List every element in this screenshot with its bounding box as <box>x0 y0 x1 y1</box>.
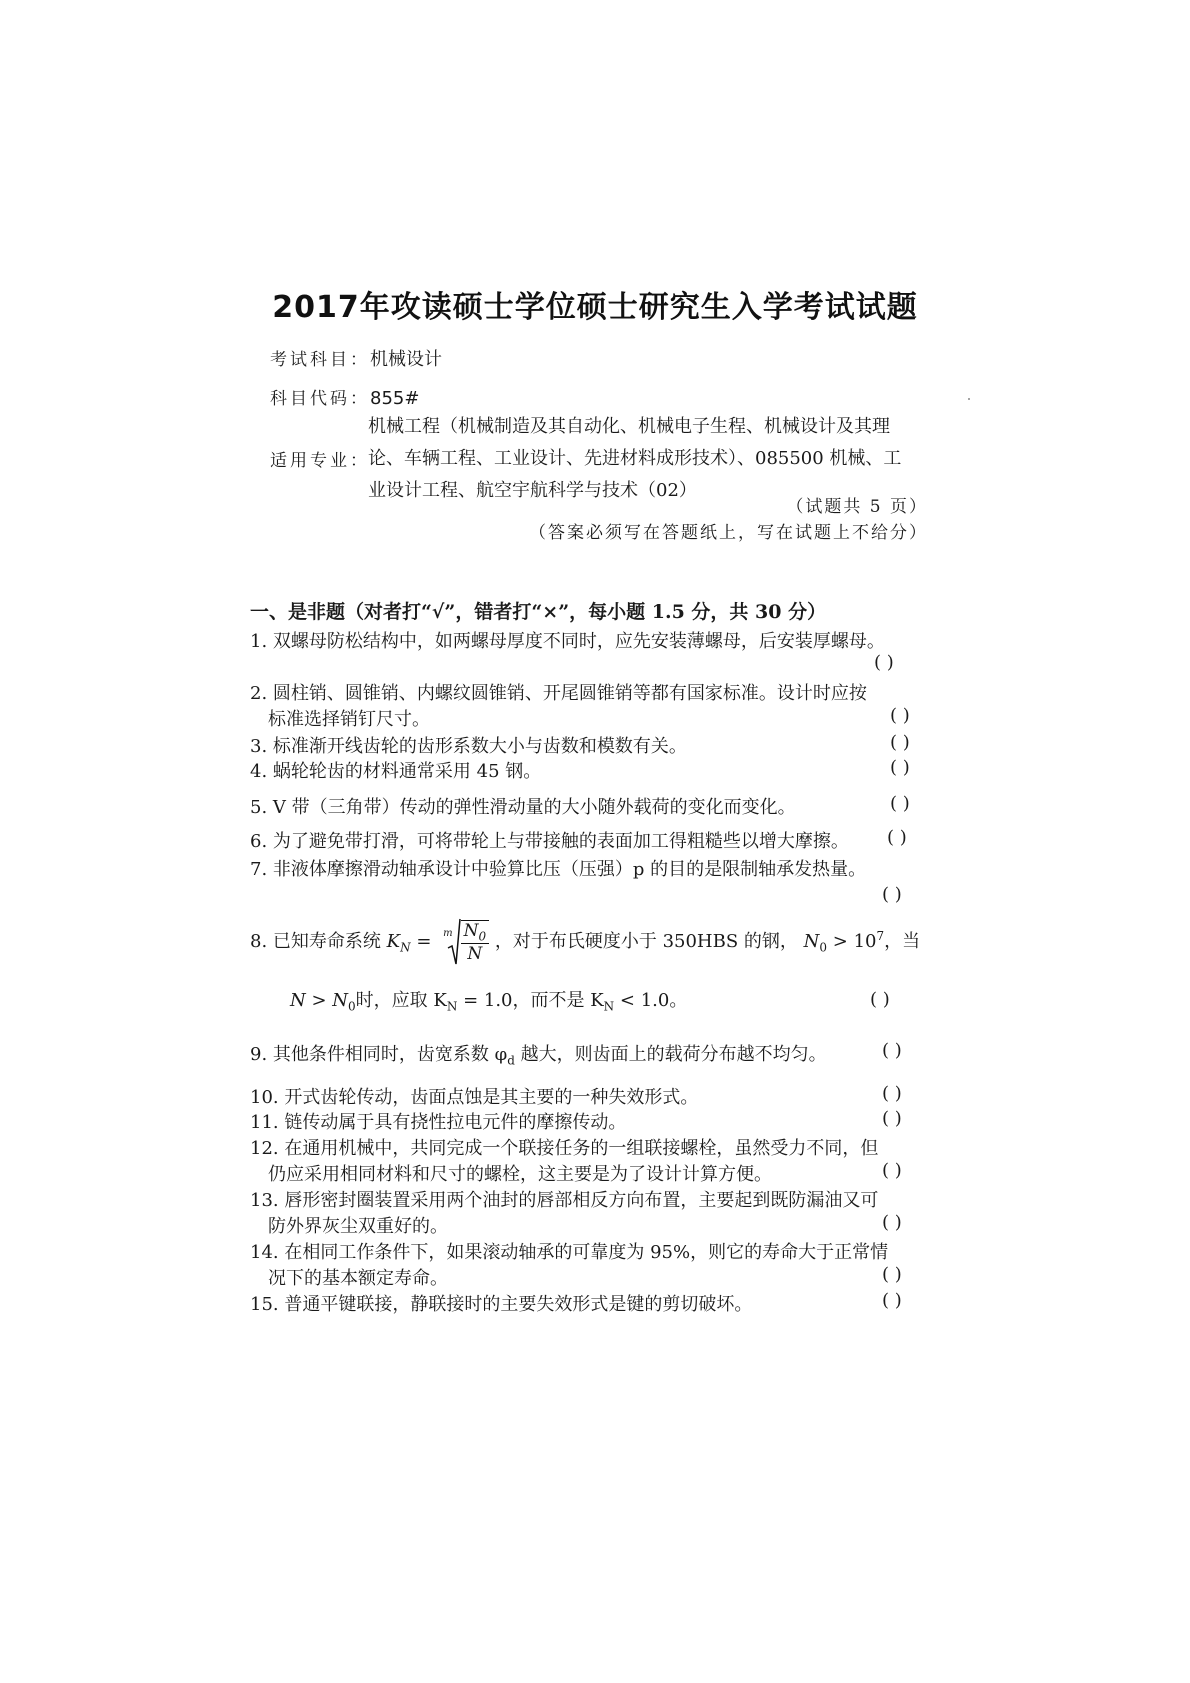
root-sign <box>437 918 489 966</box>
q8-mid: ，对于布氏硬度小于 350HBS 的钢， <box>494 931 798 952</box>
question-13-line2: 防外界灰尘双重好的。 <box>268 1216 448 1237</box>
q8-k: K <box>386 931 401 952</box>
answer-blank-12: ( ) <box>882 1160 902 1181</box>
subject-row <box>270 345 442 371</box>
exam-title: 2017年攻读硕士学位硕士研究生入学考试试题 <box>272 290 918 325</box>
majors-line: 论、车辆工程、工业设计、先进材料成形技术）、085500 机械、工 <box>368 448 902 469</box>
q8-k-sub: N <box>400 940 411 955</box>
answer-blank-1: ( ) <box>874 652 894 673</box>
answer-blank-2: ( ) <box>890 705 910 726</box>
q8-fraction <box>461 920 490 964</box>
q8-l2-c: = 1.0，而不是 K <box>457 990 604 1011</box>
question-6: 6. 为了避免带打滑，可将带轮上与带接触的表面加工得粗糙些以增大摩擦。 <box>250 831 849 852</box>
q8-l2-a: N > N <box>290 990 349 1011</box>
answer-note: （答案必须写在答题纸上，写在试题上不给分） <box>529 523 928 543</box>
answer-blank-5: ( ) <box>890 793 910 814</box>
answer-blank-7: ( ) <box>882 884 902 905</box>
answer-blank-13: ( ) <box>882 1212 902 1233</box>
answer-blank-10: ( ) <box>882 1083 902 1104</box>
answer-blank-11: ( ) <box>882 1108 902 1129</box>
code-row <box>270 384 419 409</box>
q8-n0: N <box>803 931 820 952</box>
q8-root-index: m <box>443 928 453 939</box>
question-3: 3. 标准渐开线齿轮的齿形系数大小与齿数和模数有关。 <box>250 736 687 757</box>
question-2-line1: 2. 圆柱销、圆锥销、内螺纹圆锥销、开尾圆锥销等都有国家标准。设计时应按 <box>250 683 867 704</box>
q8-l2-a-sub: 0 <box>348 999 356 1014</box>
majors-label: 适用专业： <box>270 451 370 471</box>
q8-eq: = <box>410 931 438 952</box>
q9-sub: d <box>507 1053 515 1068</box>
q8-n0-sub: 0 <box>819 940 828 955</box>
q8-l2-b: 时，应取 K <box>355 990 447 1011</box>
question-15: 15. 普通平键联接，静联接时的主要失效形式是键的剪切破坏。 <box>250 1294 753 1315</box>
answer-blank-3: ( ) <box>890 732 910 753</box>
answer-blank-8: ( ) <box>870 989 890 1010</box>
q8-num-sub: 0 <box>478 929 487 944</box>
q8-denominator: N <box>467 944 483 965</box>
question-9 <box>250 1040 827 1068</box>
question-10: 10. 开式齿轮传动，齿面点蚀是其主要的一种失效形式。 <box>250 1087 699 1108</box>
question-1: 1. 双螺母防松结构中，如两螺母厚度不同时，应先安装薄螺母，后安装厚螺母。 <box>250 631 885 652</box>
q9-a: 9. 其他条件相同时，齿宽系数 φ <box>250 1044 508 1065</box>
q8-exp: 7 <box>876 929 885 943</box>
q8-l2-d: < 1.0。 <box>614 990 688 1011</box>
q8-l2-c-sub: N <box>603 999 615 1014</box>
q9-b: 越大，则齿面上的载荷分布越不均匀。 <box>514 1044 827 1065</box>
majors-line: 业设计工程、航空宇航科学与技术（02） <box>368 480 697 501</box>
question-11: 11. 链传动属于具有挠性拉电元件的摩擦传动。 <box>250 1112 627 1133</box>
answer-blank-15: ( ) <box>882 1290 902 1311</box>
q8-end: ，当 <box>884 931 921 952</box>
life-factor-formula <box>386 920 495 965</box>
question-12-line2: 仍应采用相同材料和尺寸的螺栓，这主要是为了设计计算方便。 <box>268 1164 772 1185</box>
q8-numerator <box>461 921 490 944</box>
code-value: 855# <box>370 388 420 409</box>
answer-blank-6: ( ) <box>887 827 907 848</box>
q8-gt: > 10 <box>827 931 877 952</box>
question-14-line1: 14. 在相同工作条件下，如果滚动轴承的可靠度为 95%，则它的寿命大于正常情 <box>250 1242 889 1263</box>
question-4: 4. 蜗轮轮齿的材料通常采用 45 钢。 <box>250 761 542 782</box>
radical-icon <box>447 918 461 966</box>
q8-prefix: 8. 已知寿命系统 <box>250 931 381 952</box>
section-heading: 一、是非题（对者打“√”，错者打“×”，每小题 1.5 分，共 30 分） <box>250 601 827 623</box>
question-7: 7. 非液体摩擦滑动轴承设计中验算比压（压强）p 的目的是限制轴承发热量。 <box>250 859 867 880</box>
question-2-line2: 标准选择销钉尺寸。 <box>268 709 430 730</box>
question-13-line1: 13. 唇形密封圈装置采用两个油封的唇部相反方向布置，主要起到既防漏油又可 <box>250 1190 879 1211</box>
majors-line: 机械工程（机械制造及其自动化、机械电子生程、机械设计及其理 <box>368 416 890 437</box>
question-5: 5. V 带（三角带）传动的弹性滑动量的大小随外载荷的变化而变化。 <box>250 797 796 818</box>
subject-value: 机械设计 <box>370 349 442 370</box>
answer-blank-9: ( ) <box>882 1040 902 1061</box>
answer-blank-14: ( ) <box>882 1264 902 1285</box>
question-8-line2 <box>290 986 687 1014</box>
question-12-line1: 12. 在通用机械中，共同完成一个联接任务的一组联接螺栓，虽然受力不同，但 <box>250 1138 879 1159</box>
q8-num-n: N <box>463 920 479 941</box>
code-label: 科目代码： <box>270 389 370 409</box>
subject-label: 考试科目： <box>270 350 370 370</box>
pages-note: （试题共 5 页） <box>786 497 928 517</box>
question-8-line1 <box>250 918 920 966</box>
answer-blank-4: ( ) <box>890 757 910 778</box>
question-14-line2: 况下的基本额定寿命。 <box>268 1268 448 1289</box>
scan-speck <box>968 398 970 400</box>
q8-l2-b-sub: N <box>446 999 458 1014</box>
